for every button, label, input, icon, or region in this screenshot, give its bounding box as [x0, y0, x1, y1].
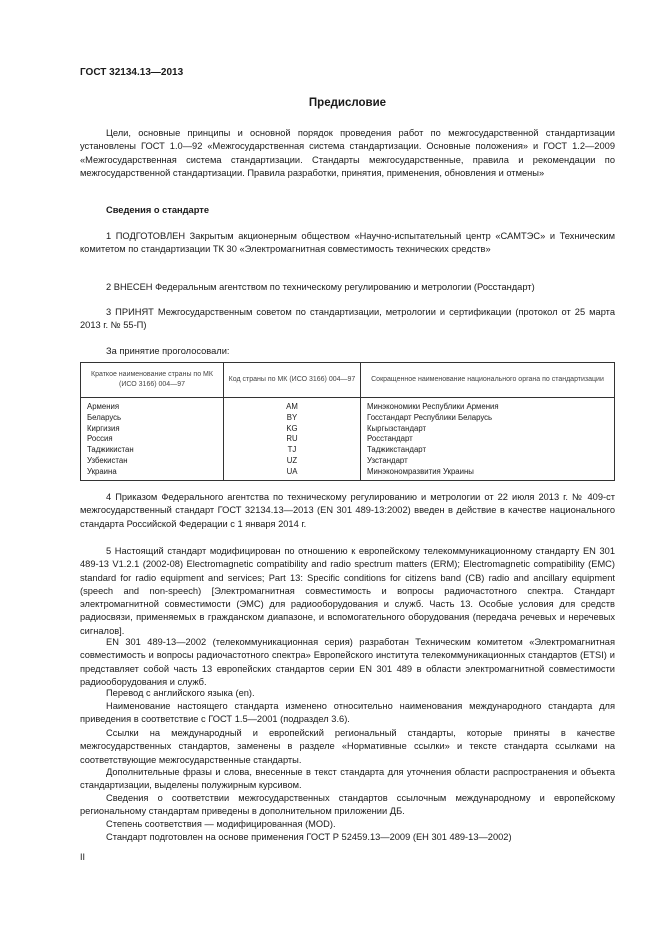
subtitle: Сведения о стандарте — [106, 205, 210, 215]
cell-country: Таджикистан — [81, 445, 224, 456]
item-2: 2 ВНЕСЕН Федеральным агентством по техническому регулированию и метрологии (Росстандарт) — [106, 282, 535, 292]
table-row — [81, 398, 615, 413]
paragraph-additional: Дополнительные фразы и слова, внесенные в текст стандарта для уточнения области распространения и объекта стандартизации, выделены полужирным курсивом. — [80, 767, 615, 791]
table-row — [81, 456, 615, 467]
cell-body: Таджикстандарт — [361, 445, 615, 456]
cell-body: Кыргызстандарт — [361, 424, 615, 435]
item-5: 5 Настоящий стандарт модифицирован по отношению к европейскому телекоммуникационному стандарту EN 301 489-13 V1.2.1 (2002-08) Electromagnetic compatibility and radio spectrum matters (ERM); Electromagnetic compatibility (EMC) standard for radio equipment and services; Part 13: Specific conditions for citizens band (CB) radio and ancillary equipment (speech and non-speech) [Электромагнитная совместимость и вопросы радиочастотного спектра. Стандарт электромагнитной совместимости (ЭМС) для радиооборудования и служб. Часть 13. Особые условия для средств радиосвязи, применяемых в гражданском диапазоне, и вспомогательного оборудования (передача речевых и неречевых сигналов]. — [80, 546, 615, 636]
paragraph-correspondence: Сведения о соответствии межгосударственных стандартов ссылочным международному и европейскому региональному стандартам приведены в дополнительном приложении ДБ. — [80, 793, 615, 817]
cell-body: Госстандарт Республики Беларусь — [361, 413, 615, 424]
section-title: Предисловие — [308, 97, 387, 109]
cell-body: Узстандарт — [361, 456, 615, 467]
cell-code: RU — [224, 434, 361, 445]
paragraph-degree: Степень соответствия — модифицированная (MOD). — [106, 819, 336, 829]
cell-code: AM — [224, 398, 361, 413]
cell-body: Росстандарт — [361, 434, 615, 445]
cell-body: Минэкономразвития Украины — [361, 467, 615, 480]
table-row — [81, 424, 615, 435]
cell-country: Киргизия — [81, 424, 224, 435]
paragraph-en-standard: EN 301 489-13—2002 (телекоммуникационная серия) разработан Техническим комитетом «Электромагнитная совместимость и вопросы радиочастотного спектра» Европейского института телекоммуникационных стандартов (ETSI) и представляет собой часть 13 европейских стандартов серии EN 301 489 в области электромагнитной совместимости радиооборудования и служб. — [80, 637, 615, 687]
item-4: 4 Приказом Федерального агентства по техническому регулированию и метрологии от 22 июля 2013 г. № 409-ст межгосударственный стандарт ГОСТ 32134.13—2013 (EN 301 489-13:2002) введен в действие в качестве национального стандарта Российской Федерации с 1 января 2014 г. — [80, 492, 615, 529]
header-country: Краткое наименование страны по МК (ИСО 3166) 004—97 — [81, 363, 224, 398]
voting-table — [80, 362, 615, 481]
intro-paragraph: Цели, основные принципы и основной порядок проведения работ по межгосударственной стандартизации установлены ГОСТ 1.0—92 «Межгосударственная система стандартизации. Основные положения» и ГОСТ 1.2—2009 «Межгосударственная система стандартизации. Стандарты межгосударственные, правила и рекомендации по межгосударственной стандартизации. Правила разработки, принятия, применения, обновления и отмены» — [80, 128, 615, 178]
cell-code: UA — [224, 467, 361, 480]
cell-country: Армения — [81, 398, 224, 413]
cell-country: Россия — [81, 434, 224, 445]
table-row — [81, 413, 615, 424]
table-header-row — [81, 363, 615, 398]
item-3: 3 ПРИНЯТ Межгосударственным советом по стандартизации, метрологии и сертификации (протокол от 25 марта 2013 г. № 55-П) — [80, 307, 615, 331]
cell-country: Украина — [81, 467, 224, 480]
page-number: II — [80, 852, 86, 862]
cell-code: UZ — [224, 456, 361, 467]
cell-code: BY — [224, 413, 361, 424]
table-row — [81, 445, 615, 456]
header-code: Код страны по МК (ИСО 3166) 004—97 — [224, 363, 361, 398]
item-1: 1 ПОДГОТОВЛЕН Закрытым акционерным обществом «Научно-испытательный центр «САМТЭС» и Техническим комитетом по стандартизации ТК 30 «Электромагнитная совместимость технических средств» — [80, 231, 615, 255]
cell-body: Минэкономики Республики Армения — [361, 398, 615, 413]
voted-label: За принятие проголосовали: — [106, 346, 230, 356]
cell-code: KG — [224, 424, 361, 435]
cell-country: Узбекистан — [81, 456, 224, 467]
header-body: Сокращенное наименование национального органа по стандартизации — [361, 363, 615, 398]
paragraph-translation: Перевод с английского языка (en). — [106, 688, 255, 698]
paragraph-name-change: Наименование настоящего стандарта изменено относительно наименования международного стандарта для приведения в соответствие с ГОСТ 1.5—2001 (подраздел 3.6). — [80, 701, 615, 725]
cell-country: Беларусь — [81, 413, 224, 424]
table-row — [81, 467, 615, 480]
document-header: ГОСТ 32134.13—2013 — [80, 67, 184, 78]
paragraph-based-on: Стандарт подготовлен на основе применения ГОСТ Р 52459.13—2009 (ЕН 301 489-13—2002) — [106, 832, 512, 842]
paragraph-references: Ссылки на международный и европейский региональный стандарты, которые приняты в качестве межгосударственных стандартов, заменены в разделе «Нормативные ссылки» и тексте стандарта ссылками на соответствующие межгосударственные стандарты. — [80, 728, 615, 765]
table-row — [81, 434, 615, 445]
cell-code: TJ — [224, 445, 361, 456]
